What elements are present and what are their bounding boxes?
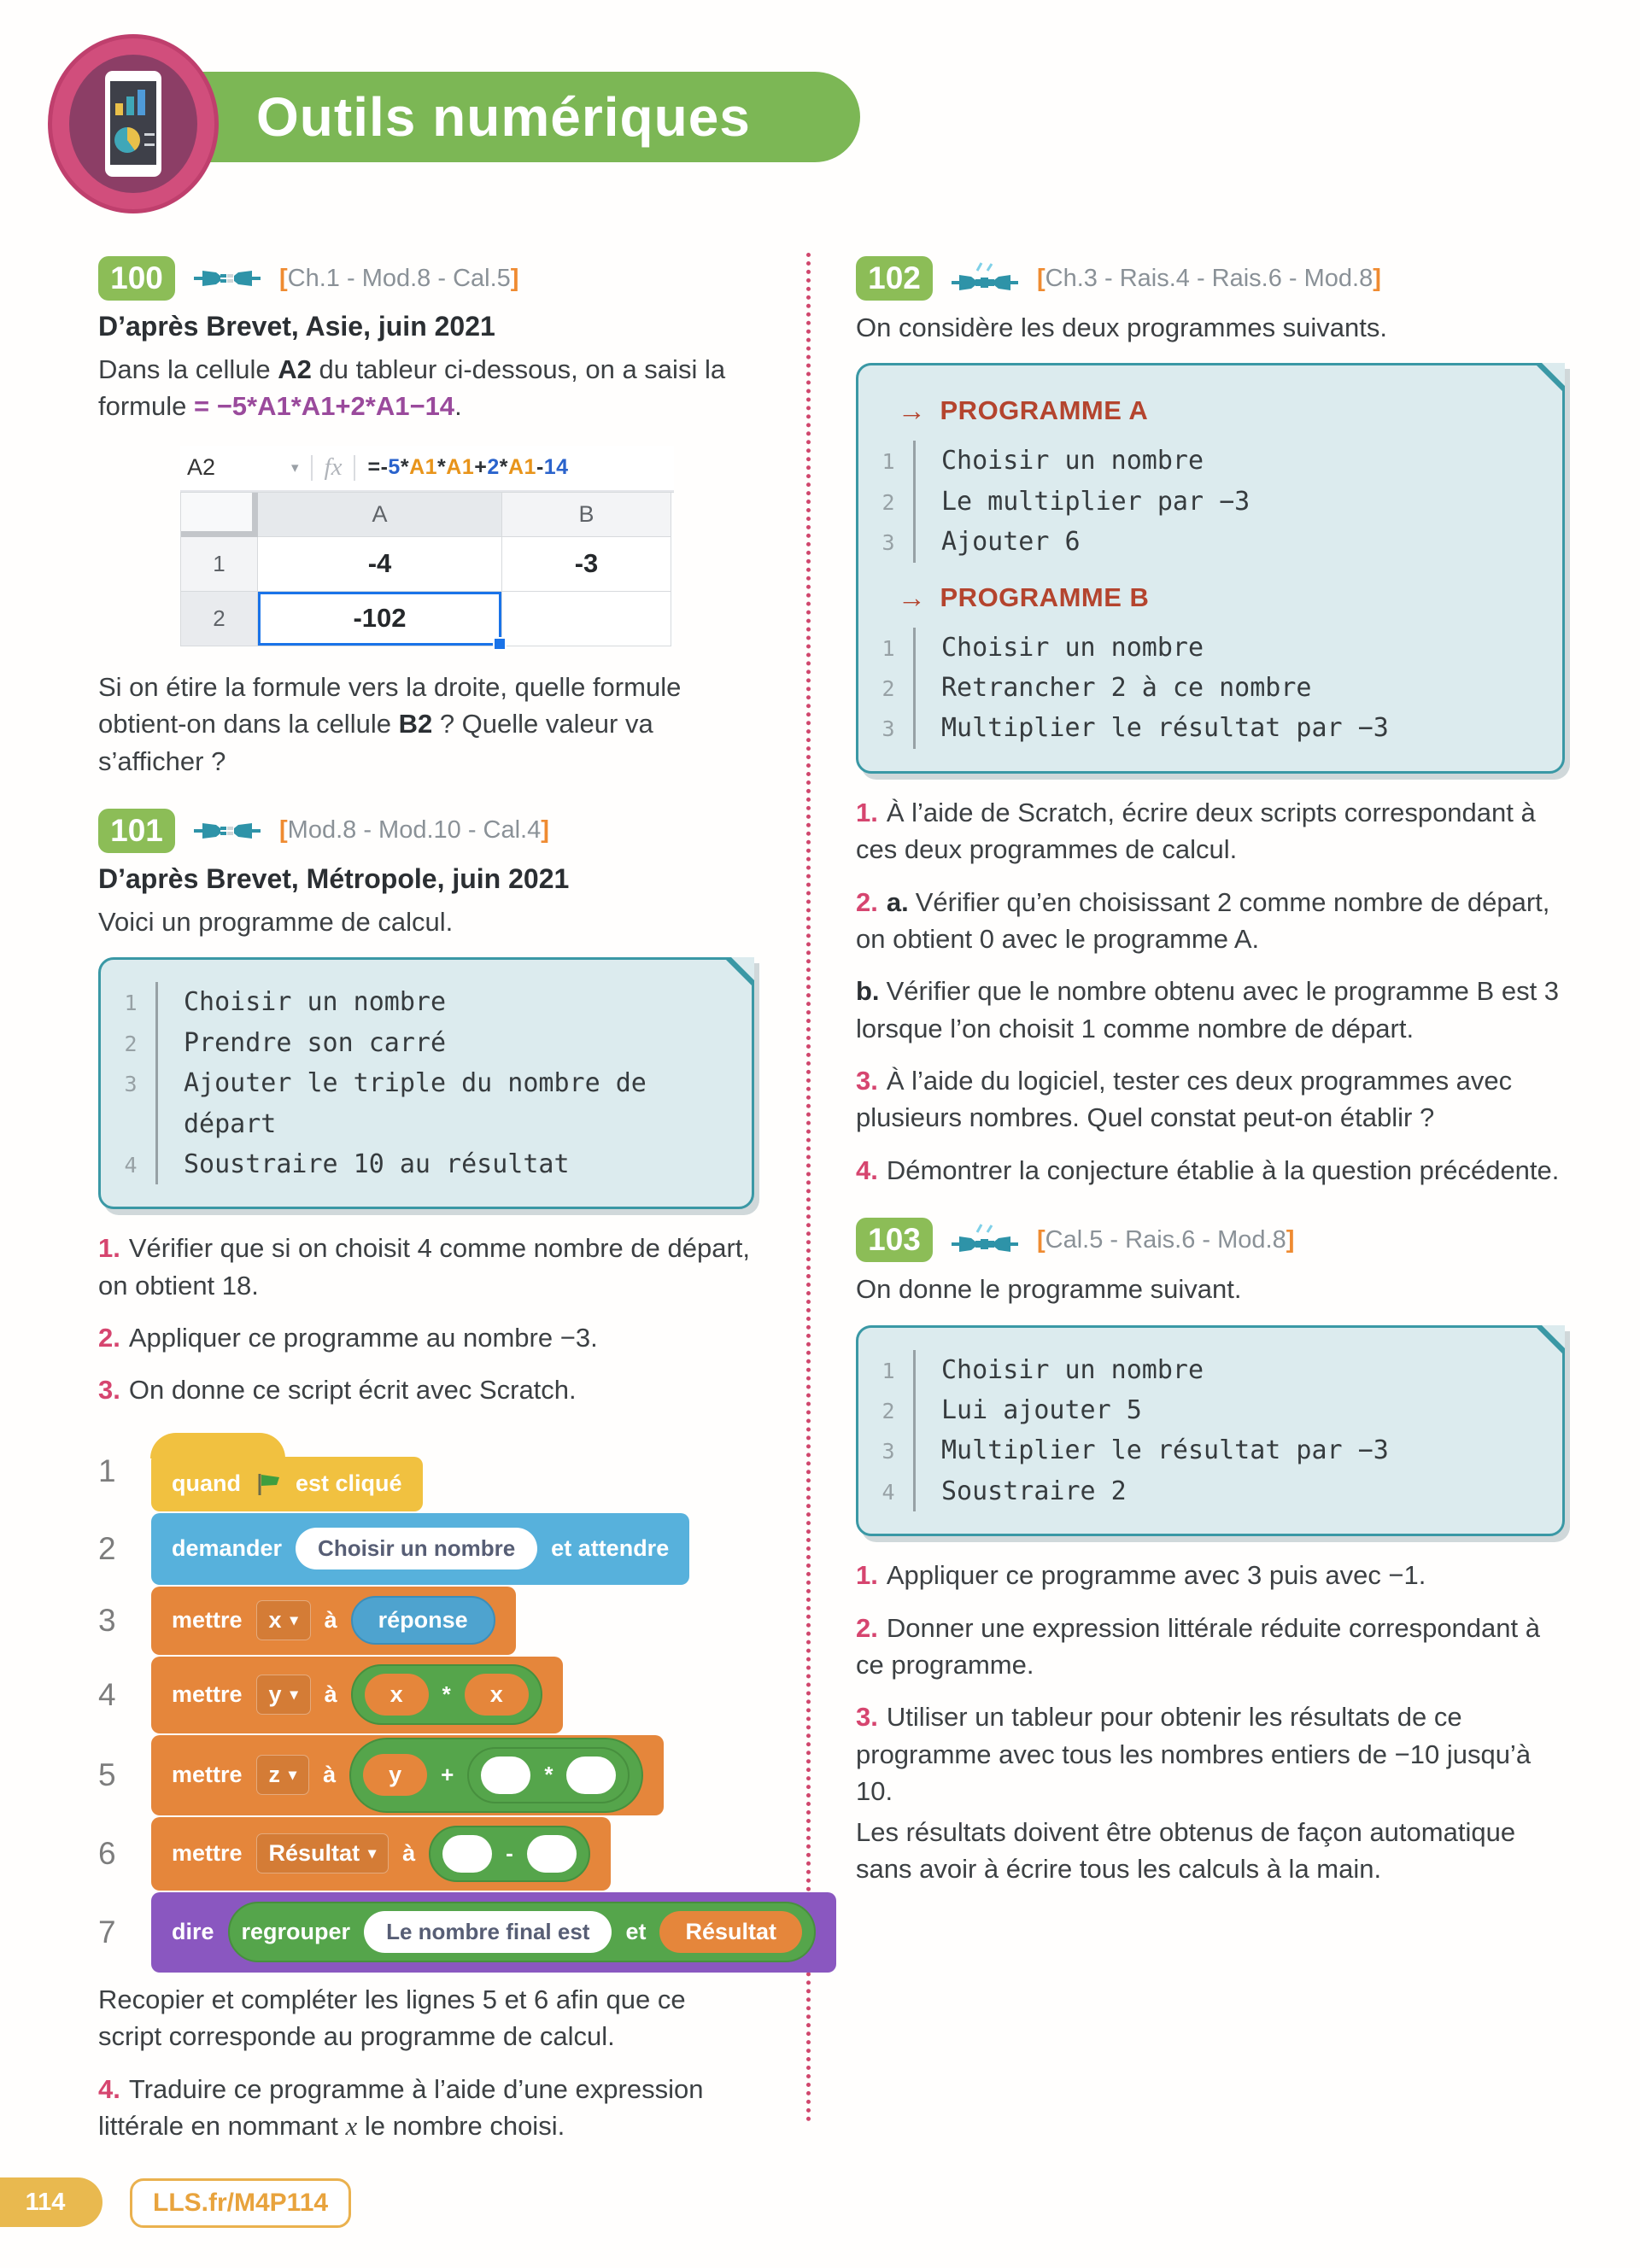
block-label: quand bbox=[172, 1470, 241, 1497]
question-2b bbox=[856, 973, 1565, 1047]
token: A1 bbox=[409, 455, 438, 480]
variable-dropdown bbox=[256, 1833, 390, 1873]
program-line bbox=[864, 708, 1547, 748]
sheet-grid bbox=[180, 492, 674, 646]
line-text: Choisir un nombre bbox=[155, 982, 736, 1022]
line-text: Choisir un nombre bbox=[913, 628, 1547, 668]
exercise-number-badge: 100 bbox=[98, 256, 175, 301]
token: A1 bbox=[446, 455, 475, 480]
text: ? Quelle valeur va s’afficher ? bbox=[98, 709, 653, 776]
block-label: mettre bbox=[172, 1607, 243, 1634]
line-text: Choisir un nombre bbox=[913, 441, 1547, 481]
token: * bbox=[437, 455, 447, 480]
bracket: ] bbox=[541, 816, 549, 845]
program-line bbox=[864, 628, 1547, 668]
program-line bbox=[106, 1023, 736, 1063]
row-header-2: 2 bbox=[181, 592, 258, 646]
right-column bbox=[856, 256, 1565, 1896]
dropdown-caret-icon: ▾ bbox=[289, 1766, 297, 1784]
question-text: Appliquer ce programme avec 3 puis avec −1. bbox=[886, 1560, 1426, 1591]
line-number: 4 bbox=[124, 1152, 138, 1178]
page-title: Outils numériques bbox=[256, 86, 751, 148]
exercise-102-intro: On considère les deux programmes suivants. bbox=[856, 313, 1388, 342]
exercise-tags bbox=[279, 265, 518, 293]
line-number: 3 bbox=[882, 1439, 895, 1464]
line-number: 1 bbox=[882, 449, 895, 475]
scratch-hat-block bbox=[151, 1457, 423, 1511]
exercise-source: D’après Brevet, Asie, juin 2021 bbox=[98, 311, 495, 342]
question-text: On donne ce script écrit avec Scratch. bbox=[128, 1375, 577, 1406]
block-label: dire bbox=[172, 1919, 214, 1945]
question-text: À l’aide de Scratch, écrire deux scripts correspondant à ces deux programmes de calcul. bbox=[856, 797, 1536, 865]
line-text: Multiplier le résultat par −3 bbox=[913, 1430, 1547, 1470]
heading-text: PROGRAMME B bbox=[940, 582, 1150, 612]
line-number: 1 bbox=[882, 635, 895, 661]
question-number: 3. bbox=[856, 1702, 878, 1733]
operator-symbol: + bbox=[441, 1762, 454, 1788]
variable-oval: x bbox=[465, 1674, 529, 1716]
script-line-number: 7 bbox=[98, 1914, 116, 1949]
exercise-103-header bbox=[856, 1218, 1565, 1262]
text: . bbox=[454, 391, 462, 422]
tablet-chart-icon bbox=[105, 71, 161, 177]
program-line bbox=[864, 1350, 1547, 1390]
question-number: 4. bbox=[98, 2073, 120, 2104]
question-number: 2. bbox=[856, 1612, 878, 1643]
script-line-number: 5 bbox=[98, 1757, 116, 1792]
lls-reference-text: LLS.fr/M4P114 bbox=[153, 2189, 329, 2217]
variable-name: y bbox=[268, 1681, 282, 1708]
block-label: est cliqué bbox=[296, 1470, 402, 1497]
question-number: 1. bbox=[856, 1560, 878, 1591]
dropdown-caret-icon: ▾ bbox=[290, 1611, 298, 1629]
scratch-row-4 bbox=[98, 1657, 754, 1733]
variable-name: x bbox=[268, 1607, 282, 1634]
chevron-down-icon: ▾ bbox=[291, 459, 299, 476]
question-2 bbox=[98, 1319, 754, 1356]
program-line bbox=[864, 1471, 1547, 1511]
empty-slot bbox=[527, 1835, 577, 1873]
math-variable: x bbox=[345, 2111, 358, 2142]
scratch-row-5 bbox=[98, 1735, 754, 1815]
bracket: [ bbox=[1037, 264, 1046, 292]
tablet-screen bbox=[110, 81, 156, 165]
line-text: Ajouter 6 bbox=[913, 522, 1547, 562]
question-text: le nombre choisi. bbox=[357, 2111, 565, 2142]
token: - bbox=[536, 455, 544, 480]
exercise-number-badge: 102 bbox=[856, 256, 933, 301]
scratch-set-block bbox=[151, 1657, 563, 1733]
text-line-icon bbox=[144, 133, 155, 136]
question-3 bbox=[856, 1062, 1565, 1137]
line-number: 2 bbox=[882, 1399, 895, 1424]
multiply-operator bbox=[351, 1664, 542, 1725]
dropdown-caret-icon: ▾ bbox=[368, 1844, 377, 1862]
medallion-inner bbox=[69, 55, 197, 193]
line-text: Choisir un nombre bbox=[913, 1350, 1547, 1390]
heading-text: PROGRAMME A bbox=[940, 395, 1149, 426]
block-label: mettre bbox=[172, 1762, 243, 1788]
text-line-icon bbox=[144, 143, 155, 146]
cell-ref: B2 bbox=[398, 709, 433, 739]
token: + bbox=[474, 455, 488, 480]
cell-b2 bbox=[502, 592, 671, 646]
block-label: à bbox=[402, 1840, 416, 1867]
block-label: demander bbox=[172, 1535, 283, 1562]
bracket: [ bbox=[1037, 1225, 1046, 1254]
token: A1 bbox=[507, 455, 536, 480]
variable-name: z bbox=[268, 1762, 281, 1788]
separator bbox=[311, 455, 313, 481]
token: 14 bbox=[543, 455, 569, 480]
scratch-say-block bbox=[151, 1892, 836, 1973]
scratch-row-6 bbox=[98, 1817, 754, 1891]
cell-a1: -4 bbox=[258, 537, 502, 592]
program-line bbox=[106, 982, 736, 1022]
block-label: et attendre bbox=[551, 1535, 670, 1562]
scratch-row-2 bbox=[98, 1513, 754, 1585]
exercise-number-badge: 101 bbox=[98, 809, 175, 853]
token: * bbox=[400, 455, 410, 480]
question-2a bbox=[856, 884, 1565, 958]
empty-slot bbox=[566, 1757, 616, 1794]
page-number: 114 bbox=[25, 2188, 66, 2216]
sub-question-letter: a. bbox=[886, 886, 909, 917]
green-flag-icon bbox=[255, 1472, 282, 1496]
scratch-script-screenshot bbox=[98, 1431, 776, 1973]
exercise-tags bbox=[1037, 1226, 1294, 1254]
variable-dropdown bbox=[256, 1755, 310, 1795]
program-line bbox=[864, 522, 1547, 562]
question-text: Vérifier qu’en choisissant 2 comme nombre de départ, on obtient 0 avec le programme A. bbox=[856, 886, 1550, 954]
difficulty-plug-connected-icon bbox=[952, 1222, 1018, 1258]
scratch-set-block bbox=[151, 1735, 664, 1815]
token: * bbox=[499, 455, 508, 480]
block-label: regrouper bbox=[241, 1919, 351, 1945]
program-box-103 bbox=[856, 1325, 1565, 1537]
scratch-ask-block bbox=[151, 1513, 689, 1585]
question-4 bbox=[856, 1152, 1565, 1189]
arrow-icon: → bbox=[898, 581, 927, 613]
question-1 bbox=[856, 794, 1565, 868]
question-number: 2. bbox=[856, 886, 878, 917]
difficulty-plug-unplugged-icon bbox=[194, 265, 261, 292]
variable-name: Résultat bbox=[268, 1840, 360, 1867]
question-text: Vérifier que le nombre obtenu avec le programme B est 3 lorsque l’on choisit 1 comme nombre de départ. bbox=[856, 976, 1560, 1043]
question-number: 3. bbox=[856, 1066, 878, 1096]
bar-chart-icon bbox=[126, 96, 134, 115]
line-text: Retrancher 2 à ce nombre bbox=[913, 668, 1547, 708]
question-number: 4. bbox=[856, 1154, 878, 1185]
question-text: Démontrer la conjecture établie à la question précédente. bbox=[886, 1154, 1560, 1185]
dropdown-caret-icon: ▾ bbox=[290, 1686, 298, 1704]
question-text: À l’aide du logiciel, tester ces deux programmes avec plusieurs nombres. Quel constat peut-on établir ? bbox=[856, 1066, 1513, 1133]
text: du tableur ci-dessous, on a saisi la formule bbox=[98, 354, 726, 422]
block-label: à bbox=[324, 1681, 337, 1708]
page-number-badge bbox=[0, 2177, 102, 2227]
line-number: 3 bbox=[882, 716, 895, 742]
token: 5 bbox=[388, 455, 401, 480]
line-text: Multiplier le résultat par −3 bbox=[913, 708, 1547, 748]
variable-oval: y bbox=[363, 1754, 427, 1796]
line-text: Prendre son carré bbox=[155, 1023, 736, 1063]
difficulty-plug-unplugged-icon bbox=[194, 817, 261, 845]
exercise-tags bbox=[279, 816, 549, 845]
spreadsheet-screenshot bbox=[180, 446, 674, 646]
script-line-number: 4 bbox=[98, 1676, 116, 1712]
sheet-toolbar bbox=[180, 446, 674, 492]
line-number: 1 bbox=[882, 1358, 895, 1383]
exercise-tags bbox=[1037, 265, 1381, 293]
program-line bbox=[106, 1063, 736, 1144]
reponse-oval: réponse bbox=[351, 1596, 495, 1645]
question-3-extra: Les résultats doivent être obtenus de façon automatique sans avoir à écrire tous les calculs à la main. bbox=[856, 1816, 1516, 1884]
text: Dans la cellule bbox=[98, 354, 278, 384]
variable-oval: x bbox=[365, 1674, 429, 1716]
column-divider bbox=[806, 253, 811, 2123]
exercise-103-intro: On donne le programme suivant. bbox=[856, 1274, 1242, 1305]
bracket: ] bbox=[1373, 264, 1381, 292]
exercise-100-question bbox=[98, 669, 754, 780]
multiply-operator-empty bbox=[467, 1747, 630, 1803]
program-line bbox=[864, 1430, 1547, 1470]
program-box-101 bbox=[98, 957, 754, 1209]
program-line bbox=[106, 1144, 736, 1184]
scratch-set-block bbox=[151, 1587, 516, 1655]
question-1 bbox=[856, 1557, 1565, 1593]
question-text: Donner une expression littérale réduite correspondant à ce programme. bbox=[856, 1612, 1540, 1680]
block-label: à bbox=[323, 1762, 337, 1788]
program-line bbox=[864, 668, 1547, 708]
difficulty-plug-connected-icon bbox=[952, 260, 1018, 296]
programme-a-heading bbox=[864, 395, 1547, 427]
line-text: Soustraire 2 bbox=[913, 1471, 1547, 1511]
scratch-row-3 bbox=[98, 1587, 754, 1655]
column-header-b: B bbox=[502, 493, 671, 537]
operator-symbol: * bbox=[442, 1681, 451, 1708]
sheet-corner bbox=[181, 493, 258, 537]
exercise-102-header bbox=[856, 256, 1565, 301]
question-4 bbox=[98, 2071, 754, 2145]
token: 2 bbox=[487, 455, 500, 480]
token: = bbox=[367, 455, 381, 480]
scratch-row-7 bbox=[98, 1892, 776, 1973]
line-number: 1 bbox=[124, 991, 138, 1016]
bracket: [ bbox=[279, 816, 288, 845]
cell-ref: A2 bbox=[278, 354, 312, 384]
question-text: Appliquer ce programme au nombre −3. bbox=[128, 1323, 598, 1353]
chapter-medallion bbox=[48, 34, 219, 213]
block-label: et bbox=[625, 1919, 647, 1945]
arrow-icon: → bbox=[898, 395, 927, 427]
join-operator bbox=[228, 1902, 816, 1962]
programme-b-heading bbox=[864, 582, 1547, 614]
block-label: à bbox=[324, 1607, 337, 1634]
program-line bbox=[864, 1390, 1547, 1430]
exercise-101-intro: Voici un programme de calcul. bbox=[98, 906, 454, 937]
text: Si on étire la formule vers la droite, quelle formule obtient-on dans la cellule bbox=[98, 671, 682, 739]
question-3 bbox=[856, 1698, 1565, 1809]
bar-chart-icon bbox=[115, 103, 123, 115]
tag-text: Cal.5 - Rais.6 - Mod.8 bbox=[1045, 1225, 1286, 1254]
line-number: 3 bbox=[882, 530, 895, 556]
exercise-100-intro bbox=[98, 351, 754, 425]
exercise-101-header bbox=[98, 809, 754, 853]
question-text: Traduire ce programme à l’aide d’une expression littérale en nommant bbox=[98, 2073, 704, 2142]
pie-chart-icon bbox=[114, 127, 140, 153]
question-text: Utiliser un tableur pour obtenir les résultats de ce programme avec tous les nombres entiers de −10 jusqu’à 10. bbox=[856, 1702, 1532, 1807]
exercise-source: D’après Brevet, Métropole, juin 2021 bbox=[98, 862, 570, 894]
text-input-oval: Le nombre final est bbox=[364, 1911, 612, 1953]
script-line-number: 3 bbox=[98, 1602, 116, 1638]
line-text: Lui ajouter 5 bbox=[913, 1390, 1547, 1430]
line-text: Soustraire 10 au résultat bbox=[155, 1144, 736, 1184]
script-line-number: 2 bbox=[98, 1530, 116, 1566]
lls-reference-link[interactable] bbox=[130, 2178, 351, 2228]
question-3 bbox=[98, 1371, 754, 1408]
sheet-name-box: A2 bbox=[187, 454, 216, 481]
question-1 bbox=[98, 1230, 754, 1304]
variable-oval: Résultat bbox=[659, 1911, 802, 1953]
column-header-a: A bbox=[258, 493, 502, 537]
tag-text: Mod.8 - Mod.10 - Cal.4 bbox=[287, 816, 542, 845]
line-text: Ajouter le triple du nombre de départ bbox=[155, 1063, 736, 1144]
question-number: 3. bbox=[98, 1375, 120, 1406]
line-text: Le multiplier par −3 bbox=[913, 482, 1547, 522]
question-2 bbox=[856, 1610, 1565, 1684]
text-input-oval: Choisir un nombre bbox=[296, 1528, 537, 1569]
block-label: mettre bbox=[172, 1681, 243, 1708]
question-text: Vérifier que si on choisit 4 comme nombre de départ, on obtient 18. bbox=[98, 1233, 750, 1301]
question-number: 1. bbox=[856, 797, 878, 827]
scratch-row-1 bbox=[98, 1431, 754, 1511]
program-line bbox=[864, 441, 1547, 481]
formula-text: = −5*A1*A1+2*A1−14 bbox=[193, 391, 455, 422]
tag-text: Ch.1 - Mod.8 - Cal.5 bbox=[287, 264, 511, 292]
question-number: 2. bbox=[98, 1323, 120, 1353]
line-number: 3 bbox=[124, 1072, 138, 1097]
line-number: 2 bbox=[124, 1031, 138, 1056]
subtract-operator-empty bbox=[429, 1826, 590, 1882]
script-line-number: 6 bbox=[98, 1835, 116, 1871]
bracket: ] bbox=[1286, 1225, 1295, 1254]
bracket: [ bbox=[279, 264, 288, 292]
line-number: 2 bbox=[882, 675, 895, 701]
operator-symbol: - bbox=[506, 1840, 513, 1867]
left-column bbox=[98, 256, 776, 2144]
cell-a2-selected: -102 bbox=[258, 592, 502, 646]
exercise-101-instruction: Recopier et compléter les lignes 5 et 6 afin que ce script corresponde au programme de calcul. bbox=[98, 1984, 686, 2052]
separator bbox=[354, 455, 355, 481]
program-box-102 bbox=[856, 363, 1565, 773]
line-number: 4 bbox=[882, 1479, 895, 1505]
sub-question-letter: b. bbox=[856, 976, 880, 1007]
line-number: 2 bbox=[882, 489, 895, 515]
add-operator bbox=[349, 1738, 643, 1813]
formula-bar bbox=[367, 455, 568, 480]
program-line bbox=[864, 482, 1547, 522]
fx-icon: fx bbox=[324, 453, 343, 482]
empty-slot bbox=[442, 1835, 492, 1873]
variable-dropdown bbox=[256, 1675, 311, 1715]
tag-text: Ch.3 - Rais.4 - Rais.6 - Mod.8 bbox=[1045, 264, 1374, 292]
operator-symbol: * bbox=[544, 1762, 554, 1788]
bracket: ] bbox=[510, 264, 519, 292]
exercise-100-header bbox=[98, 256, 754, 301]
exercise-number-badge: 103 bbox=[856, 1218, 933, 1262]
empty-slot bbox=[481, 1757, 530, 1794]
variable-dropdown bbox=[256, 1600, 311, 1640]
script-line-number: 1 bbox=[98, 1453, 116, 1488]
token: - bbox=[380, 455, 389, 480]
bar-chart-icon bbox=[138, 90, 145, 115]
row-header-1: 1 bbox=[181, 537, 258, 592]
cell-b1: -3 bbox=[502, 537, 671, 592]
scratch-set-block bbox=[151, 1817, 611, 1891]
block-label: mettre bbox=[172, 1840, 243, 1867]
question-number: 1. bbox=[98, 1233, 120, 1264]
